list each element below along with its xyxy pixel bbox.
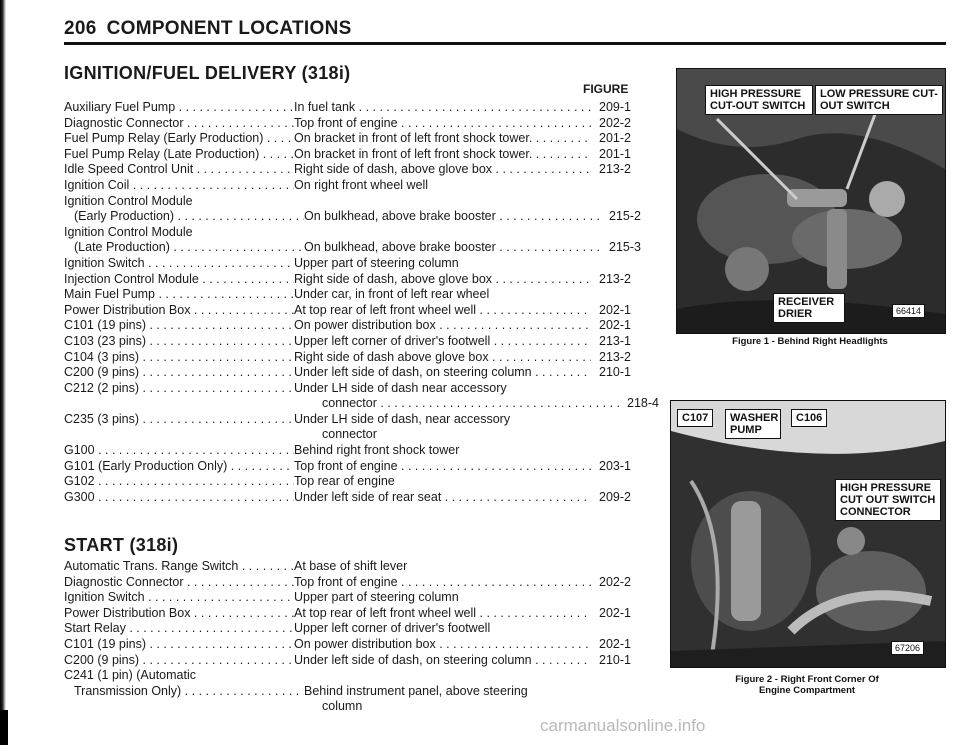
table-row — [64, 287, 659, 303]
component-location: Upper left corner of driver's footwell . . . — [294, 334, 591, 350]
table-row — [64, 396, 659, 412]
component-location: Under left side of rear seat . . . — [294, 490, 591, 506]
component-location: Top front of engine . . . — [294, 116, 591, 132]
figure-reference: 209-2 — [599, 489, 631, 504]
figure-reference — [591, 225, 631, 241]
component-location: Behind right front shock tower — [294, 443, 460, 458]
scan-mark — [0, 710, 8, 745]
figure-reference: 215-3 — [609, 240, 641, 255]
component-location: Right side of dash above glove box . . . — [294, 350, 591, 366]
component-name: C200 (9 pins) . . . — [64, 653, 294, 669]
component-name: C101 (19 pins) . . . — [64, 637, 294, 653]
component-name — [64, 427, 294, 443]
table-row — [64, 334, 659, 350]
component-location — [294, 225, 591, 241]
figure-reference — [619, 699, 659, 715]
component-location: Upper part of steering column — [294, 255, 459, 270]
component-location: column — [322, 699, 363, 714]
figure-reference — [591, 474, 631, 490]
callout-high-pressure-switch: HIGH PRESSURE CUT-OUT SWITCH — [705, 85, 813, 115]
figure-2-caption — [670, 674, 944, 696]
start-rows — [64, 559, 659, 715]
table-row — [64, 131, 659, 147]
figure-reference — [591, 381, 631, 397]
figure-1-photo-number: 66414 — [892, 304, 925, 318]
component-name: Diagnostic Connector . . . — [64, 575, 294, 591]
figure-reference — [619, 427, 659, 443]
watermark: carmanualsonline.info — [540, 716, 706, 735]
table-row — [64, 194, 659, 210]
figure-reference: 218-4 — [627, 396, 659, 411]
callout-c106: C106 — [791, 409, 827, 427]
figure-reference — [591, 559, 631, 575]
component-name — [64, 699, 294, 715]
table-row — [64, 412, 659, 428]
figure-reference — [591, 668, 631, 684]
table-row — [64, 459, 659, 475]
figure-reference — [591, 443, 631, 459]
component-location: Under LH side of dash, near accessory — [294, 411, 511, 426]
component-name: C200 (9 pins) . . . — [64, 365, 294, 381]
table-row — [64, 225, 659, 241]
table-row — [64, 209, 659, 225]
component-location: Upper left corner of driver's footwell — [294, 621, 491, 636]
figure-reference: 203-1 — [599, 458, 631, 473]
figure-reference — [591, 194, 631, 210]
figure-reference: 202-1 — [599, 636, 631, 651]
figure-reference — [601, 684, 641, 700]
component-location: On power distribution box . . . — [294, 318, 591, 334]
page-title: COMPONENT LOCATIONS — [106, 18, 352, 39]
figure-reference: 202-1 — [599, 302, 631, 317]
component-location: Under left side of dash, on steering column . . . — [294, 365, 591, 381]
figure-reference: 213-2 — [599, 162, 631, 177]
page-number: 206 — [64, 18, 97, 39]
figure-reference — [591, 287, 631, 303]
component-location: On bracket in front of left front shock tower. . . . — [294, 147, 591, 163]
component-name: Automatic Trans. Range Switch . . . — [64, 559, 294, 575]
section-title-ignition: IGNITION/FUEL DELIVERY (318i) — [64, 63, 351, 83]
component-name: C235 (3 pins) . . . — [64, 412, 294, 428]
component-location: Upper part of steering column — [294, 590, 459, 605]
table-row — [64, 490, 659, 506]
figure-reference: 209-1 — [599, 100, 631, 114]
component-name: G102 . . . — [64, 474, 294, 490]
component-name: Diagnostic Connector . . . — [64, 116, 294, 132]
figure-2-photo — [670, 400, 946, 668]
table-row — [64, 684, 659, 700]
figure-reference: 210-1 — [599, 365, 631, 380]
ignition-rows — [64, 100, 659, 505]
header-rule — [64, 42, 946, 45]
component-name: C101 (19 pins) . . . — [64, 318, 294, 334]
table-row — [64, 116, 659, 132]
table-row — [64, 443, 659, 459]
component-name: Power Distribution Box . . . — [64, 303, 294, 319]
component-location: Right side of dash, above glove box . . . — [294, 162, 591, 178]
table-row — [64, 653, 659, 669]
component-location: connector — [322, 427, 377, 442]
component-name: Ignition Switch . . . — [64, 256, 294, 272]
component-name: Ignition Control Module — [64, 193, 193, 208]
scan-edge — [0, 0, 6, 745]
table-row — [64, 350, 659, 366]
component-location: At base of shift lever — [294, 559, 408, 573]
figure-reference — [591, 178, 631, 194]
figure-reference — [591, 590, 631, 606]
figure-reference: 213-2 — [599, 349, 631, 364]
table-row — [64, 147, 659, 163]
component-name: (Early Production) . . . — [64, 209, 304, 225]
table-row — [64, 178, 659, 194]
component-location — [294, 194, 591, 210]
figure-reference: 202-1 — [599, 318, 631, 333]
component-name: G101 (Early Production Only) . . . — [64, 459, 294, 475]
component-location: Under LH side of dash near accessory — [294, 380, 507, 395]
component-name: Injection Control Module . . . — [64, 272, 294, 288]
callout-receiver-drier: RECEIVER DRIER — [773, 293, 845, 323]
component-name: Power Distribution Box . . . — [64, 606, 294, 622]
component-name: Idle Speed Control Unit . . . — [64, 162, 294, 178]
component-name: Transmission Only) . . . — [64, 684, 304, 700]
figure-reference: 215-2 — [609, 209, 641, 224]
table-row — [64, 668, 659, 684]
figure-2-engine-illustration — [671, 401, 945, 667]
component-location: Top rear of engine — [294, 474, 395, 489]
figure-reference: 202-2 — [599, 574, 631, 589]
callout-washer-pump: WASHER PUMP — [725, 409, 781, 439]
component-location: Under left side of dash, on steering column . . . — [294, 653, 591, 669]
page-header — [64, 18, 352, 40]
table-row — [64, 100, 659, 116]
figure-1-caption: Figure 1 - Behind Right Headlights — [732, 336, 888, 347]
table-row — [64, 240, 659, 256]
component-location: Top front of engine . . . — [294, 459, 591, 475]
figure-reference: 202-1 — [599, 605, 631, 620]
figure-reference: 210-1 — [599, 652, 631, 667]
table-row — [64, 637, 659, 653]
component-location: At top rear of left front wheel well . . . — [294, 303, 591, 319]
table-row — [64, 381, 659, 397]
table-row — [64, 303, 659, 319]
component-name: G300 . . . — [64, 490, 294, 506]
component-name: Ignition Coil . . . — [64, 178, 294, 194]
component-name — [64, 396, 294, 412]
callout-c107: C107 — [677, 409, 713, 427]
component-name: C103 (23 pins) . . . — [64, 334, 294, 350]
table-row — [64, 162, 659, 178]
component-location: Under car, in front of left rear wheel — [294, 287, 490, 302]
component-location: On bracket in front of left front shock tower. . . . — [294, 131, 591, 147]
callout-low-pressure-switch: LOW PRESSURE CUT-OUT SWITCH — [815, 85, 943, 115]
component-name: Ignition Control Module — [64, 224, 193, 239]
component-location: On right front wheel well — [294, 177, 429, 192]
component-name: Fuel Pump Relay (Early Production) . . . — [64, 131, 294, 147]
component-location: Right side of dash, above glove box . . . — [294, 272, 591, 288]
component-name: Fuel Pump Relay (Late Production) . . . — [64, 147, 294, 163]
component-location: connector . . . — [294, 396, 619, 412]
figure-reference — [591, 256, 631, 272]
table-row — [64, 606, 659, 622]
component-name: G100 . . . — [64, 443, 294, 459]
table-row — [64, 365, 659, 381]
component-name: Start Relay . . . — [64, 621, 294, 637]
section-title-start: START (318i) — [64, 535, 179, 555]
figure-reference — [591, 412, 631, 428]
figure-reference: 201-1 — [599, 146, 631, 161]
component-location: On bulkhead, above brake booster . . . — [304, 209, 601, 225]
component-location — [294, 668, 591, 684]
table-row — [64, 621, 659, 637]
table-row — [64, 272, 659, 288]
component-name: C241 (1 pin) (Automatic — [64, 668, 197, 683]
table-row — [64, 559, 659, 575]
component-name: C212 (2 pins) . . . — [64, 381, 294, 397]
component-location: Behind instrument panel, above steering — [304, 683, 528, 698]
component-name: Auxiliary Fuel Pump . . . — [64, 100, 294, 116]
figure-reference: 201-2 — [599, 131, 631, 146]
figure-1-photo — [676, 68, 946, 334]
component-name: Ignition Switch . . . — [64, 590, 294, 606]
component-name: (Late Production) . . . — [64, 240, 304, 256]
table-row — [64, 575, 659, 591]
figure-2-caption-line-1: Figure 2 - Right Front Corner Of — [735, 674, 879, 685]
table-row — [64, 590, 659, 606]
component-location: At top rear of left front wheel well . . . — [294, 606, 591, 622]
component-name: Main Fuel Pump . . . — [64, 287, 294, 303]
figure-reference: 202-2 — [599, 115, 631, 130]
figure-reference: 213-2 — [599, 271, 631, 286]
figure-2-photo-number: 67206 — [891, 641, 924, 655]
figure-reference — [591, 621, 631, 637]
component-location: On bulkhead, above brake booster . . . — [304, 240, 601, 256]
component-location: Top front of engine . . . — [294, 575, 591, 591]
component-location: On power distribution box . . . — [294, 637, 591, 653]
figure-2-caption-line-2: Engine Compartment — [758, 685, 856, 696]
table-row — [64, 474, 659, 490]
callout-high-pressure-connector: HIGH PRESSURE CUT OUT SWITCH CONNECTOR — [835, 479, 941, 521]
table-row — [64, 427, 659, 443]
component-location: In fuel tank . . . — [294, 100, 591, 116]
table-row — [64, 699, 659, 715]
table-row — [64, 318, 659, 334]
figure-reference: 213-1 — [599, 333, 631, 348]
figure-column-header: FIGURE — [583, 82, 629, 96]
table-row — [64, 256, 659, 272]
component-name: C104 (3 pins) . . . — [64, 350, 294, 366]
